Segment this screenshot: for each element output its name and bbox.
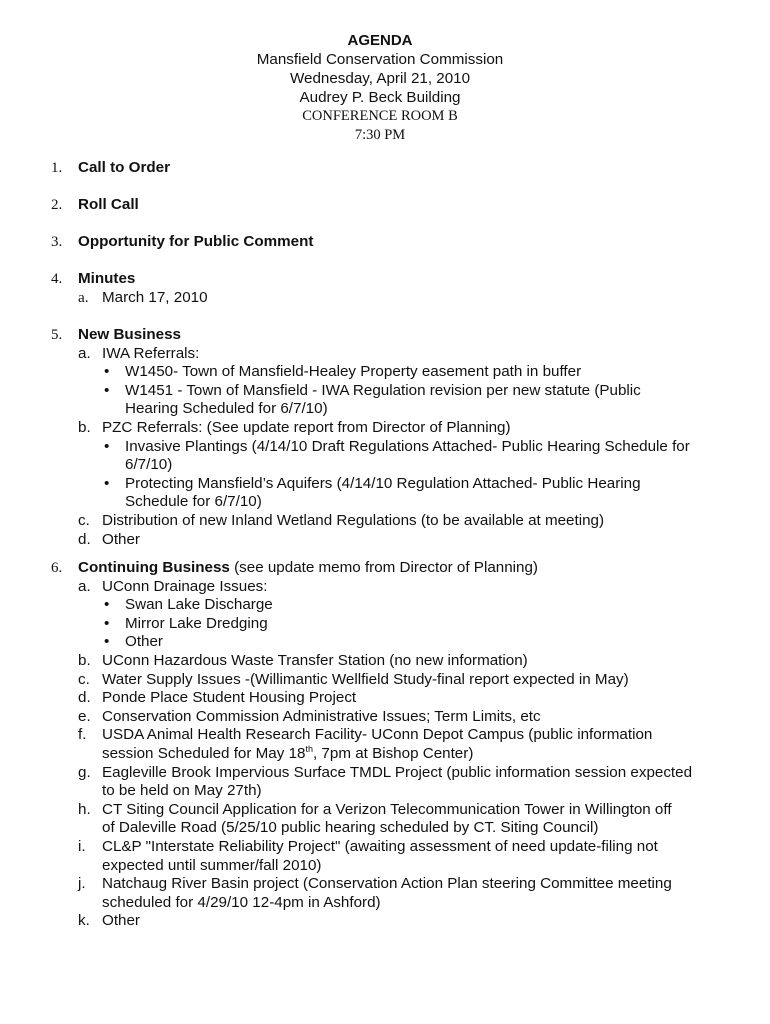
bullet-item	[104, 363, 770, 382]
bullet-icon: •	[104, 596, 110, 614]
sub-item	[78, 726, 770, 763]
sub-item-text: March 17, 2010	[102, 288, 208, 306]
sub-item-uconn-drainage	[78, 577, 770, 597]
item-title-note: (see update memo from Director of Planning)	[229, 559, 538, 576]
agenda-title: AGENDA	[347, 32, 413, 49]
sub-item-text: Conservation Commission Administrative Issues; Term Limits, etc	[102, 707, 541, 725]
bullet-item	[104, 474, 770, 512]
sub-item-letter: a.	[78, 344, 91, 362]
bullet-icon: •	[104, 614, 110, 632]
bullet-icon: •	[104, 381, 110, 399]
sub-item-text: expected until summer/fall 2010)	[102, 856, 322, 874]
organization-name: Mansfield Conservation Commission	[256, 51, 504, 68]
sub-item-text: Eagleville Brook Impervious Surface TMDL Project (public information session expected	[102, 763, 693, 781]
bullet-item	[104, 381, 770, 419]
agenda-item-new-business	[0, 326, 770, 559]
sub-item-letter: a.	[78, 577, 91, 595]
sub-item-text: Natchaug River Basin project (Conservation Action Plan steering Committee meeting	[102, 875, 672, 893]
sub-item	[78, 530, 770, 550]
bullet-text: 6/7/10)	[125, 456, 173, 474]
sub-item-text: PZC Referrals: (See update report from Director of Planning)	[102, 418, 511, 436]
sub-item	[78, 875, 770, 912]
agenda-header	[0, 31, 760, 145]
bullet-text: Protecting Mansfield’s Aquifers (4/14/10 Regulation Attached- Public Hearing	[125, 474, 641, 492]
sub-item-iwa-referrals	[78, 344, 770, 364]
sub-item-text: of Daleville Road (5/25/10 public hearing scheduled by CT. Siting Council)	[102, 819, 599, 837]
item-number: 6.	[51, 560, 63, 576]
bullet-text: Invasive Plantings (4/14/10 Draft Regulations Attached- Public Hearing Schedule for	[125, 437, 690, 455]
item-number: 1.	[51, 160, 63, 176]
item-title: Roll Call	[78, 196, 139, 213]
sub-item	[78, 288, 770, 308]
item-title: Continuing Business	[78, 559, 230, 576]
sub-item-letter: a.	[78, 288, 89, 306]
sub-item	[78, 707, 770, 727]
item-title: Call to Order	[78, 159, 170, 176]
sub-item-text: Ponde Place Student Housing Project	[102, 689, 357, 707]
sub-item	[78, 651, 770, 671]
bullet-icon: •	[104, 437, 110, 455]
sub-item-text: to be held on May 27th)	[102, 782, 262, 800]
sub-item-text: CT Siting Council Application for a Verizon Telecommunication Tower in Willington off	[102, 800, 672, 818]
sub-item-letter: d.	[78, 689, 91, 707]
sub-item-text: UConn Drainage Issues:	[102, 577, 268, 595]
sub-item-text: USDA Animal Health Research Facility- UConn Depot Campus (public information	[102, 726, 653, 744]
sub-item-text	[102, 745, 770, 764]
bullet-text: Hearing Scheduled for 6/7/10)	[125, 400, 328, 418]
item-number: 4.	[51, 271, 63, 287]
sub-item	[78, 511, 770, 531]
item-number: 3.	[51, 234, 63, 250]
sub-item-text: scheduled for 4/29/10 12-4pm in Ashford)	[102, 893, 381, 911]
sub-item-text: Distribution of new Inland Wetland Regulations (to be available at meeting)	[102, 511, 605, 529]
sub-item-pzc-referrals	[78, 418, 770, 438]
bullet-item	[104, 614, 770, 634]
sub-item-letter: h.	[78, 800, 91, 818]
sub-item-letter: k.	[78, 912, 90, 930]
bullet-text: Mirror Lake Dredging	[125, 614, 268, 632]
agenda-item-roll-call	[0, 196, 770, 233]
item-heading	[78, 559, 770, 578]
meeting-building: Audrey P. Beck Building	[299, 89, 461, 106]
sub-item-text: Other	[102, 912, 140, 930]
sub-item-letter: b.	[78, 651, 91, 669]
agenda-item-continuing-business	[0, 559, 770, 931]
sub-item-text: IWA Referrals:	[102, 344, 200, 362]
bullet-text: Swan Lake Discharge	[125, 596, 273, 614]
item-title: Minutes	[78, 270, 136, 287]
meeting-room: CONFERENCE ROOM B	[302, 108, 458, 124]
sub-item-text-part: session Scheduled for May 18	[102, 744, 306, 762]
bullet-text: W1451 - Town of Mansfield - IWA Regulation revision per new statute (Public	[125, 381, 641, 399]
sub-item	[78, 763, 770, 801]
sub-item-letter: d.	[78, 530, 91, 548]
bullet-icon: •	[104, 633, 110, 651]
sub-item	[78, 837, 770, 875]
bullet-text: Schedule for 6/7/10)	[125, 493, 262, 511]
sub-item-letter: f.	[78, 726, 87, 744]
item-number: 5.	[51, 327, 63, 343]
bullet-text: W1450- Town of Mansfield-Healey Property easement path in buffer	[125, 363, 582, 381]
item-title: New Business	[78, 326, 181, 343]
agenda-item-call-to-order	[0, 159, 770, 196]
sub-item-letter: c.	[78, 670, 90, 688]
sub-item-letter: c.	[78, 511, 90, 529]
bullet-text: Other	[125, 633, 163, 651]
item-number: 2.	[51, 197, 63, 213]
sub-item-letter: j.	[78, 875, 86, 893]
sub-item-text: UConn Hazardous Waste Transfer Station (no new information)	[102, 651, 528, 669]
item-title: Opportunity for Public Comment	[78, 233, 314, 250]
sub-item-text: Water Supply Issues -(Willimantic Wellfield Study-final report expected in May)	[102, 670, 629, 688]
agenda-item-public-comment	[0, 233, 770, 270]
agenda-items	[0, 159, 770, 931]
bullet-item	[104, 633, 770, 652]
sub-item-text: CL&P "Interstate Reliability Project" (awaiting assessment of need update-filing not	[102, 837, 658, 855]
meeting-time: 7:30 PM	[354, 127, 406, 143]
sub-item	[78, 689, 770, 708]
sub-item-letter: e.	[78, 707, 91, 725]
bullet-icon: •	[104, 363, 110, 381]
bullet-icon: •	[104, 474, 110, 492]
sub-item-letter: i.	[78, 837, 86, 855]
sub-item-text-part: , 7pm at Bishop Center)	[312, 744, 474, 762]
sub-item	[78, 670, 770, 690]
sub-item	[78, 800, 770, 838]
agenda-item-minutes	[0, 270, 770, 326]
sub-item-letter: b.	[78, 418, 91, 436]
sub-item	[78, 912, 770, 931]
sub-item-text: Other	[102, 530, 140, 548]
bullet-item	[104, 437, 770, 475]
sub-item-letter: g.	[78, 763, 91, 781]
ordinal-suffix: th	[305, 743, 313, 754]
meeting-date: Wednesday, April 21, 2010	[289, 70, 471, 87]
bullet-item	[104, 596, 770, 615]
